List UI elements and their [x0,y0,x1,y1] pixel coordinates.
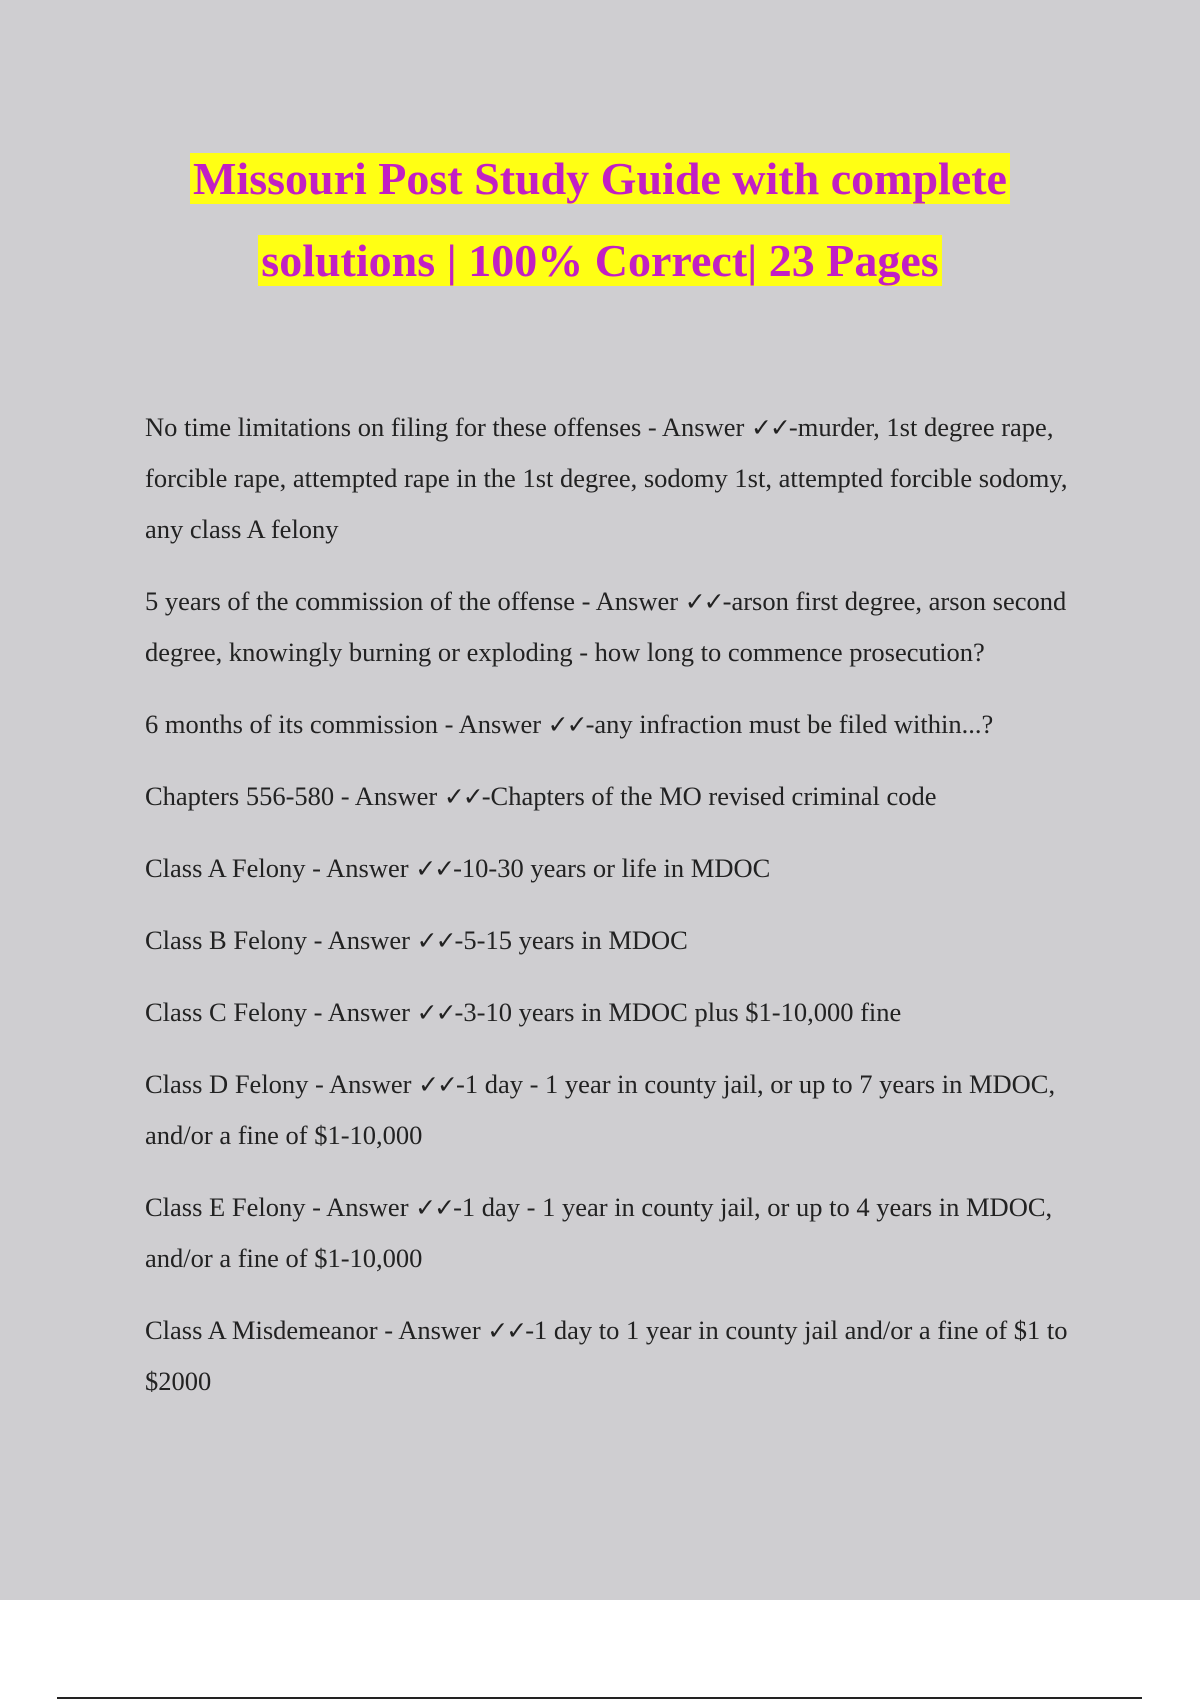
qa-item [145,843,1105,894]
question-text: Class A Misdemeanor - [145,1315,399,1345]
answer-label: Answer [595,586,679,616]
question-text: 6 months of its commission - [145,709,459,739]
qa-list [145,402,1105,1428]
question-text: No time limitations on filing for these offenses - [145,412,662,442]
answer-label: Answer [661,412,745,442]
answer-label: Answer [329,1069,412,1099]
answer-text: -1 day - 1 year in county jail, or up to 7 years in MDOC, and/or a fine of $1-10,000 [145,1069,1056,1150]
answer-label: Answer [326,853,409,883]
qa-item [145,1059,1105,1161]
question-text: Class E Felony - [145,1192,327,1222]
answer-text: -arson first degree, arson second degree, knowingly burning or exploding - how long to commence prosecution? [145,586,1067,667]
double-check-icon: ✓✓ [750,413,789,442]
answer-label: Answer [327,925,411,955]
qa-item [145,699,1105,750]
qa-item [145,402,1105,555]
qa-item [145,915,1105,966]
double-check-icon: ✓✓ [418,1070,457,1099]
answer-text: -any infraction must be filed within...? [585,709,994,739]
answer-text: -Chapters of the MO revised criminal code [481,781,937,811]
answer-label: Answer [327,997,411,1027]
page-title [60,138,1140,302]
qa-item [145,1182,1105,1284]
qa-item [145,576,1105,678]
title-line-2: solutions | 100% Correct| 23 Pages [258,235,941,286]
question-text: Class A Felony - [145,853,327,883]
double-check-icon: ✓✓ [415,1193,454,1222]
answer-label: Answer [326,1192,409,1222]
answer-text: -murder, 1st degree rape, forcible rape, attempted rape in the 1st degree, sodomy 1st, attempted forcible sodomy, any class A felony [145,412,1068,544]
double-check-icon: ✓✓ [443,782,482,811]
double-check-icon: ✓✓ [547,710,586,739]
question-text: 5 years of the commission of the offense - [145,586,596,616]
answer-text: -1 day to 1 year in county jail and/or a fine of $1 to $2000 [145,1315,1068,1396]
question-text: Class D Felony - [145,1069,330,1099]
answer-text: -1 day - 1 year in county jail, or up to 4 years in MDOC, and/or a fine of $1-10,000 [145,1192,1053,1273]
answer-text: -3-10 years in MDOC plus $1-10,000 fine [454,997,902,1027]
double-check-icon: ✓✓ [487,1316,526,1345]
qa-item [145,987,1105,1038]
question-text: Class B Felony - [145,925,328,955]
answer-label: Answer [458,709,542,739]
qa-item [145,771,1105,822]
question-text: Chapters 556-580 - [145,781,355,811]
answer-text: -10-30 years or life in MDOC [453,853,771,883]
title-line-1: Missouri Post Study Guide with complete [190,153,1010,204]
double-check-icon: ✓✓ [684,587,723,616]
double-check-icon: ✓✓ [416,998,455,1027]
answer-label: Answer [398,1315,481,1345]
answer-label: Answer [354,781,438,811]
double-check-icon: ✓✓ [416,926,455,955]
question-text: Class C Felony - [145,997,328,1027]
footer-divider [57,1697,1142,1699]
double-check-icon: ✓✓ [415,854,454,883]
answer-text: -5-15 years in MDOC [454,925,688,955]
qa-item [145,1305,1105,1407]
